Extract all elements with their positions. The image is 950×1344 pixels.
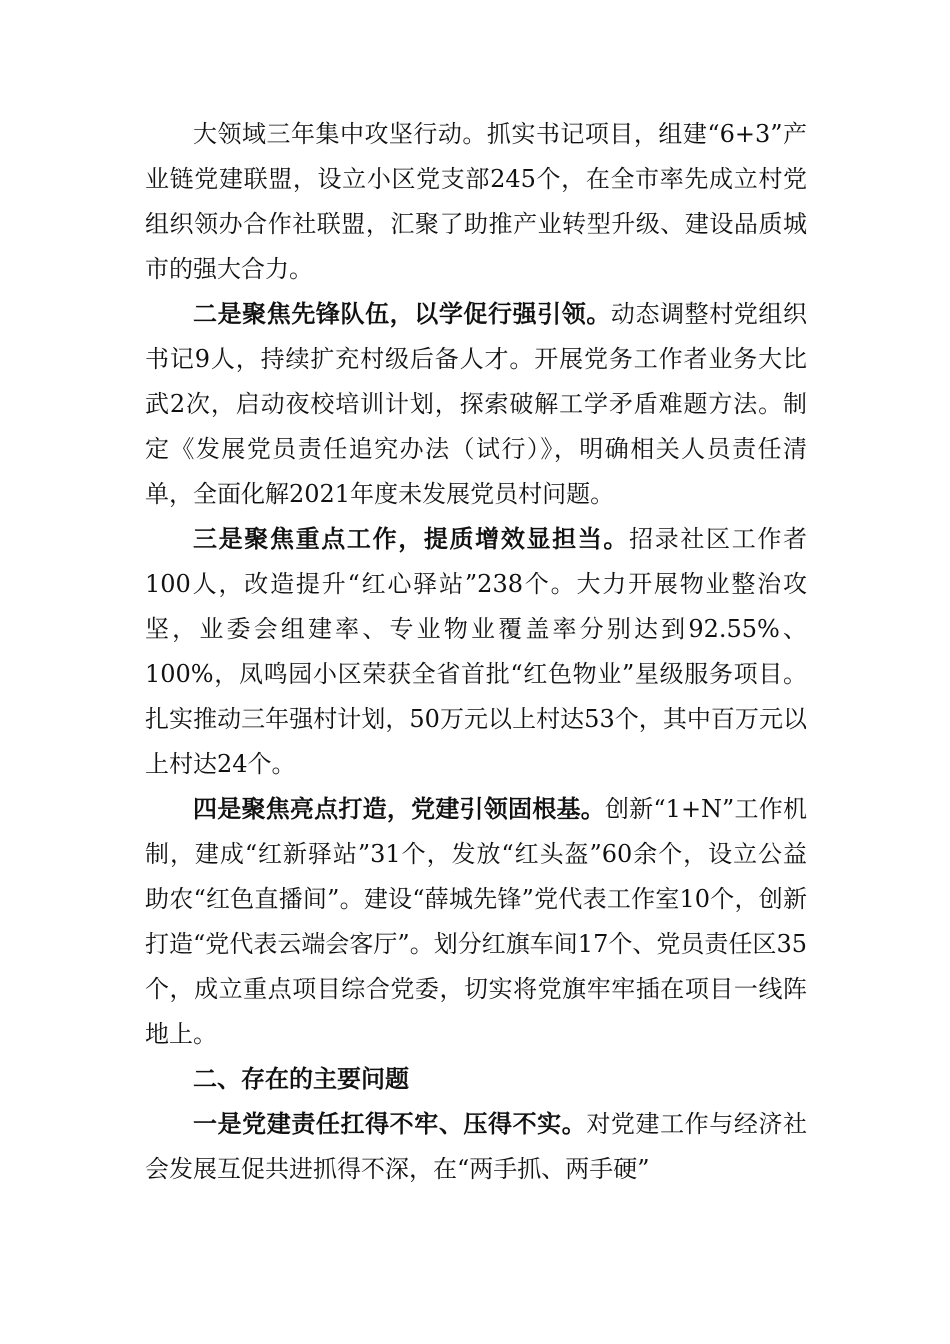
paragraph-1 <box>145 112 807 292</box>
paragraph-4-text: 创新“1+N”工作机制，建成“红新驿站”31个，发放“红头盔”60余个，设立公益助农“红色直播间”。建设“薛城先锋”党代表工作室10个，创新打造“党代表云端会客厅”。划分红旗车间17个、党员责任区35个，成立重点项目综合党委，切实将党旗牢牢插在项目一线阵地上。 <box>145 795 808 1048</box>
paragraph-4-lead: 四是聚焦亮点打造，党建引领固根基。 <box>193 795 605 823</box>
paragraph-1-text: 大领域三年集中攻坚行动。抓实书记项目，组建“6+3”产业链党建联盟，设立小区党支部245个，在全市率先成立村党组织领办合作社联盟，汇聚了助推产业转型升级、建设品质城市的强大合力。 <box>145 120 807 283</box>
paragraph-5 <box>145 1102 807 1192</box>
paragraph-2-lead: 二是聚焦先锋队伍，以学促行强引领。 <box>193 300 611 328</box>
paragraph-5-lead: 一是党建责任扛得不牢、压得不实。 <box>193 1110 587 1138</box>
paragraph-3-lead: 三是聚焦重点工作，提质增效显担当。 <box>193 525 630 553</box>
document-body <box>145 112 807 1192</box>
section-heading: 二、存在的主要问题 <box>193 1065 409 1093</box>
paragraph-3-text: 招录社区工作者100人，改造提升“红心驿站”238个。大力开展物业整治攻坚，业委会组建率、专业物业覆盖率分别达到92.55%、100%，凤鸣园小区荣获全省首批“红色物业”星级服务项目。扎实推动三年强村计划，50万元以上村达53个，其中百万元以上村达24个。 <box>145 525 808 778</box>
paragraph-4 <box>145 787 807 1057</box>
paragraph-2 <box>145 292 807 517</box>
paragraph-3 <box>145 517 807 787</box>
paragraph-5-text: 对党建工作与经济社会发展互促共进抓得不深，在“两手抓、两手硬” <box>145 1110 808 1183</box>
paragraph-2-text: 动态调整村党组织书记9人，持续扩充村级后备人才。开展党务工作者业务大比武2次，启动夜校培训计划，探索破解工学矛盾难题方法。制定《发展党员责任追究办法（试行）》，明确相关人员责任清单，全面化解2021年度未发展党员村问题。 <box>145 300 808 508</box>
